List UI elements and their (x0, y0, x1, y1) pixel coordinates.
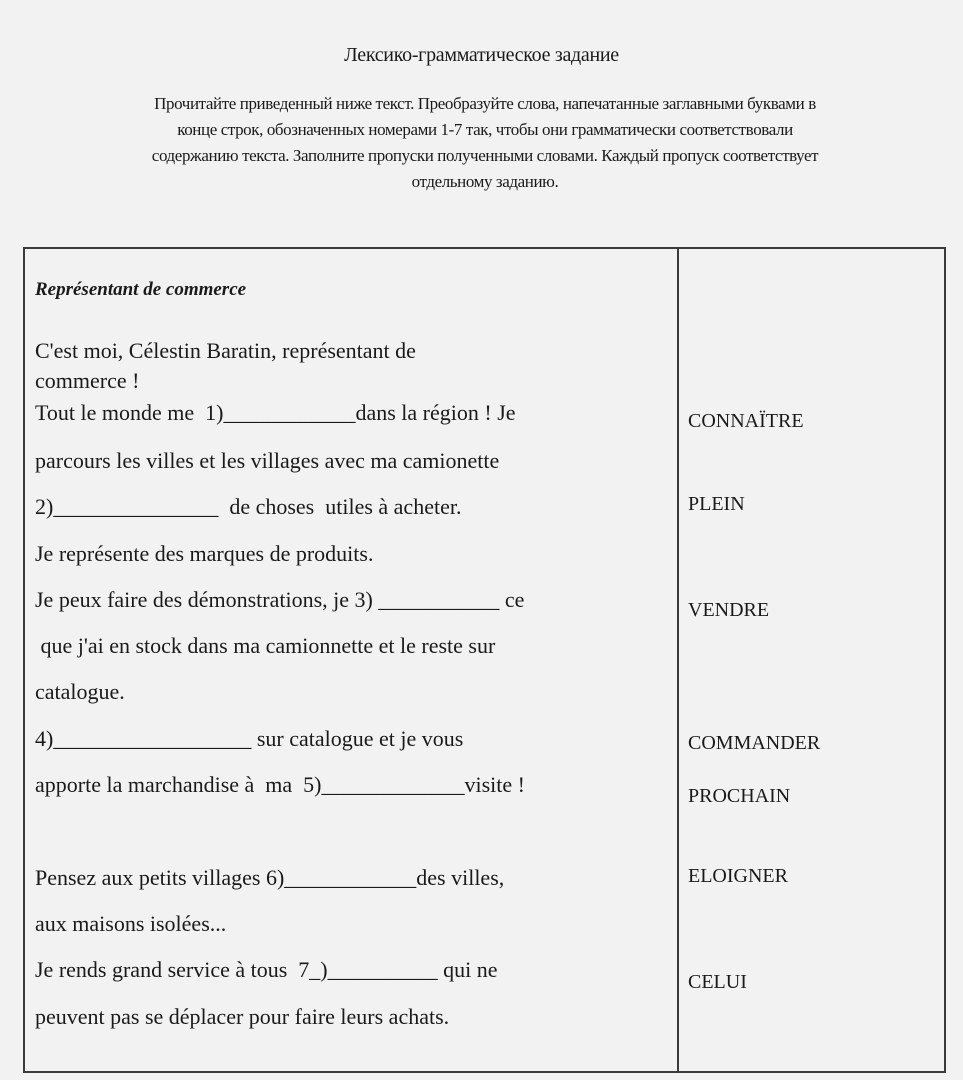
instruction-line: содержанию текста. Заполните пропуски полученными словами. Каждый пропуск соответствует (151, 146, 819, 165)
keyword-1: CONNAÏTRE (688, 410, 804, 432)
text-heading: Représentant de commerce (35, 279, 247, 300)
instruction-line: отдельному заданию. (411, 172, 559, 191)
keyword-6: ELOIGNER (688, 865, 788, 887)
text-line: que j'ai en stock dans ma camionnette et le reste sur (35, 633, 496, 658)
text-line: aux maisons isolées... (35, 911, 227, 936)
text-line: Je peux faire des démonstrations, je 3) ___________ ce (35, 587, 525, 612)
text-line: Je rends grand service à tous 7_)__________ qui ne (35, 957, 498, 982)
page-title: Лексико-грамматическое задание (344, 44, 619, 66)
instruction-line: Прочитайте приведенный ниже текст. Преобразуйте слова, напечатанные заглавными буквами в (154, 94, 816, 113)
text-line: apporte la marchandise à ma 5)_____________visite ! (35, 772, 525, 797)
text-line: parcours les villes et les villages avec ma camionette (35, 448, 500, 473)
text-line: 4)__________________ sur catalogue et je vous (35, 726, 464, 751)
instructions (40, 91, 930, 195)
text-line: Tout le monde me 1)____________dans la région ! Je (35, 400, 516, 425)
keyword-4: COMMANDER (688, 732, 821, 754)
text-line: 2)_______________ de choses utiles à acheter. (35, 494, 462, 519)
text-line: C'est moi, Célestin Baratin, représentant de (35, 338, 416, 363)
text-line: Je représente des marques de produits. (35, 541, 374, 566)
keyword-7: CELUI (688, 971, 747, 993)
keyword-3: VENDRE (688, 599, 770, 621)
text-line: catalogue. (35, 679, 125, 704)
keyword-2: PLEIN (688, 493, 745, 515)
instruction-line: конце строк, обозначенных номерами 1-7 так, чтобы они грамматически соответствовали (177, 120, 793, 139)
text-line: Pensez aux petits villages 6)____________des villes, (35, 865, 505, 890)
exercise-table (23, 247, 946, 1073)
text-line: peuvent pas se déplacer pour faire leurs achats. (35, 1004, 450, 1029)
column-divider (677, 249, 679, 1071)
keyword-5: PROCHAIN (688, 785, 791, 807)
text-line: commerce ! (35, 368, 140, 393)
